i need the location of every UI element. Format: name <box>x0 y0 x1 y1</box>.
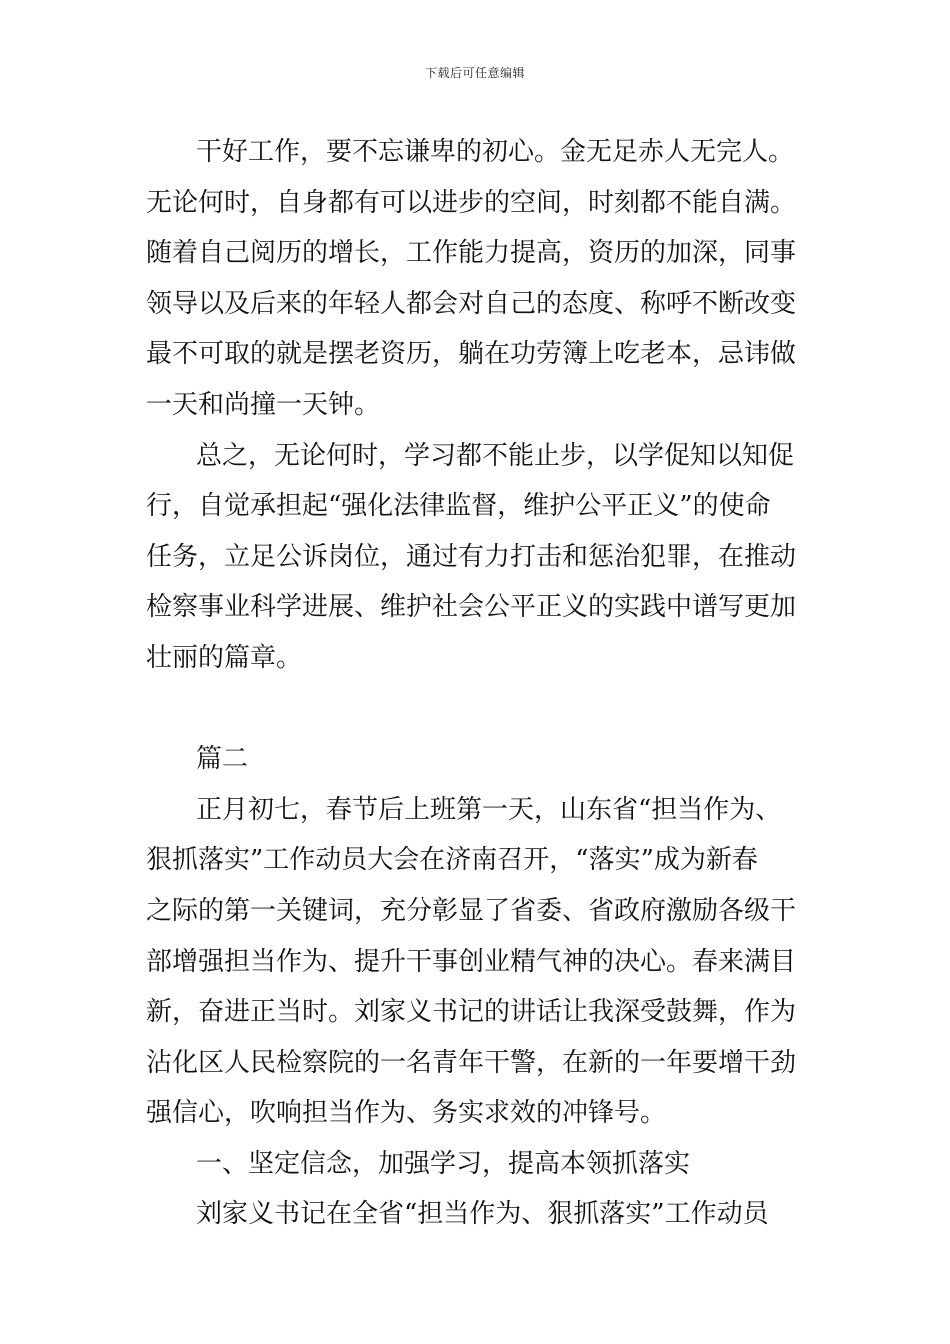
text-line: 正月初七，春节后上班第一天，山东省“担当作为、 <box>196 794 782 825</box>
paragraph <box>146 431 810 684</box>
section-heading <box>146 734 810 785</box>
page-header: 下载后可任意编辑 <box>424 66 525 80</box>
document-body <box>146 127 810 1240</box>
paragraph <box>146 785 810 1139</box>
text-line: 新，奋进正当时。刘家义书记的讲话让我深受鼓舞，作为 <box>146 997 797 1028</box>
text-line: 壮丽的篇章。 <box>146 642 303 673</box>
text-line: 最不可取的就是摆老资历，躺在功劳簿上吃老本，忌讳做 <box>146 339 797 370</box>
text-line: 一天和尚撞一天钟。 <box>146 389 381 420</box>
text-line: 之际的第一关键词，充分彰显了省委、省政府激励各级干 <box>146 895 797 926</box>
text-line: 刘家义书记在全省“担当作为、狠抓落实”工作动员 <box>196 1199 769 1230</box>
text-line: 干好工作，要不忘谦卑的初心。金无足赤人无完人。 <box>196 137 795 167</box>
text-line: 总之，无论何时，学习都不能止步，以学促知以知促 <box>196 440 795 471</box>
text-line: 篇二 <box>196 744 249 775</box>
paragraph <box>146 127 810 431</box>
paragraph <box>146 1189 810 1240</box>
text-line: 随着自己阅历的增长，工作能力提高，资历的加深，同事 <box>146 238 797 269</box>
text-line: 一、坚定信念，加强学习，提高本领抓落实 <box>196 1148 691 1179</box>
subsection-heading <box>146 1139 810 1190</box>
text-line: 无论何时，自身都有可以进步的空间，时刻都不能自满。 <box>146 187 797 218</box>
text-line: 部增强担当作为、提升干事创业精气神的决心。春来满目 <box>146 946 797 977</box>
text-line: 强信心，吹响担当作为、务实求效的冲锋号。 <box>146 1098 667 1129</box>
text-line: 任务，立足公诉岗位，通过有力打击和惩治犯罪，在推动 <box>146 541 797 572</box>
text-line: 狠抓落实”工作动员大会在济南召开，“落实”成为新春 <box>146 845 758 876</box>
text-line: 行，自觉承担起“强化法律监督，维护公平正义”的使命 <box>146 491 771 522</box>
text-line: 领导以及后来的年轻人都会对自己的态度、称呼不断改变 <box>146 288 797 319</box>
text-line: 沾化区人民检察院的一名青年干警，在新的一年要增干劲 <box>146 1047 797 1078</box>
text-line: 检察事业科学进展、维护社会公平正义的实践中谱写更加 <box>146 592 797 623</box>
blank-line <box>146 684 810 735</box>
